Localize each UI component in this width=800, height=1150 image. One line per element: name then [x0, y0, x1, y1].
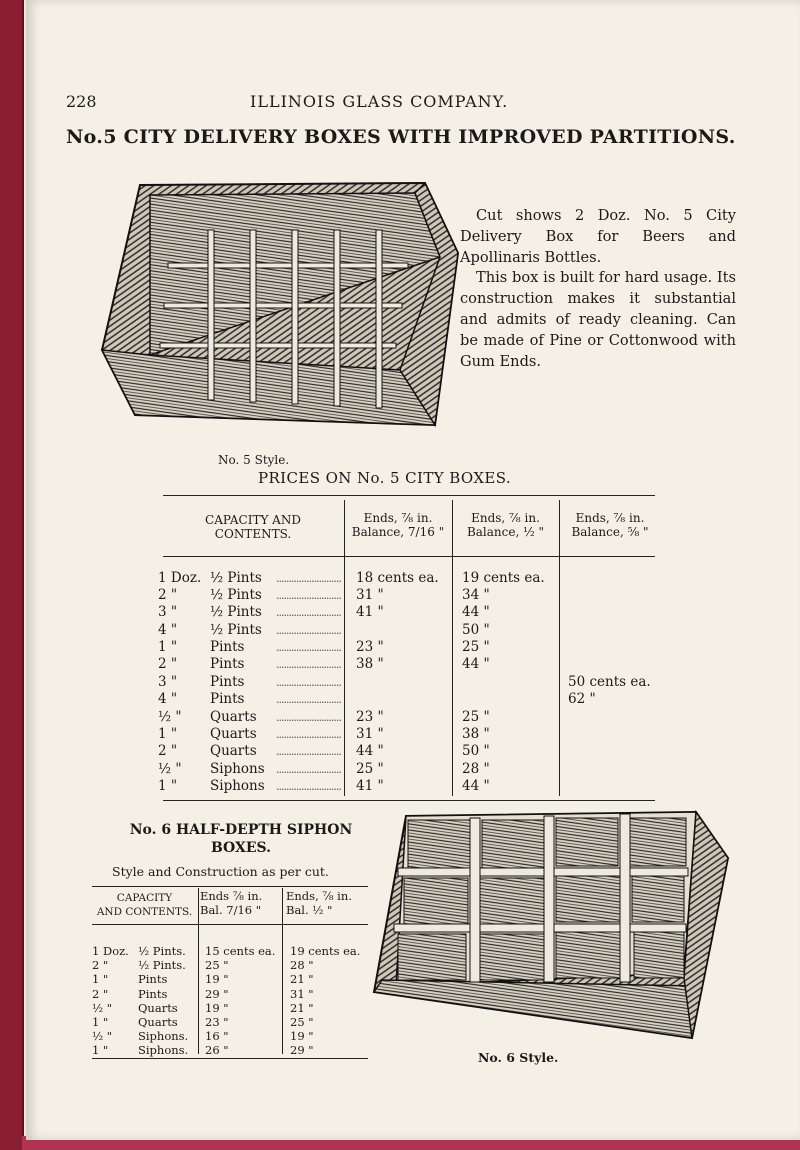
table-row: [0, 622, 800, 639]
header-line: Bal. 7/16 ": [200, 903, 262, 917]
table-row: [0, 656, 800, 673]
leader-dots: ..........................: [276, 624, 341, 637]
header-line: Ends, ⅞ in.: [471, 511, 540, 525]
cell-contents: ½ Pints: [210, 587, 262, 603]
table-row: [0, 674, 800, 691]
leader-dots: ..........................: [276, 589, 341, 602]
cell-quantity: 2 ": [92, 987, 109, 1001]
title-line: No. 6 HALF-DEPTH SIPHON: [129, 822, 353, 838]
cell-quantity: ½ ": [92, 1029, 113, 1043]
table-row: [0, 743, 800, 760]
cell-price-2: 29 ": [290, 1043, 314, 1057]
table-row: [0, 778, 800, 795]
header-line: Balance, ½ ": [466, 525, 545, 539]
table-row: [0, 604, 800, 621]
cell-price-2: 28 ": [462, 761, 490, 777]
header-col2: [453, 511, 558, 539]
cell-price-2: 19 cents ea.: [462, 570, 545, 586]
cell-price-1: 23 ": [356, 709, 384, 725]
cell-quantity: 3 ": [158, 674, 178, 690]
cell-price-1: 18 cents ea.: [356, 570, 439, 586]
table-bottom-rule: [92, 1058, 368, 1059]
box-no5-illustration: [80, 175, 460, 449]
cell-quantity: 1 ": [92, 972, 109, 986]
cell-price-1: 41 ": [356, 778, 384, 794]
cell-quantity: 4 ": [158, 622, 178, 638]
cell-price-2: 50 ": [462, 743, 490, 759]
running-head: ILLINOIS GLASS COMPANY.: [250, 92, 509, 111]
cell-price-1: 44 ": [356, 743, 384, 759]
leader-dots: ..........................: [276, 676, 341, 689]
cell-contents: ½ Pints: [210, 604, 262, 620]
cell-quantity: ½ ": [158, 709, 182, 725]
cell-contents: Pints: [138, 972, 168, 986]
cell-quantity: 1 ": [92, 1043, 109, 1057]
header-line: CAPACITY AND: [205, 513, 301, 527]
leader-dots: ..........................: [276, 572, 341, 585]
header-capacity: [163, 513, 343, 541]
cell-price-3: 50 cents ea.: [568, 674, 651, 690]
cell-price-2: 19 ": [290, 1029, 314, 1043]
header-line: Ends, ⅞ in.: [286, 889, 352, 903]
leader-dots: ..........................: [276, 658, 341, 671]
cell-quantity: 2 ": [92, 958, 109, 972]
leader-dots: ..........................: [276, 641, 341, 654]
description-paragraph-2: This box is built for hard usage. Its construction makes it substantial and admits of ready cleaning. Can be made of Pine or Cottonwood with Gum Ends.: [460, 269, 736, 370]
cell-price-1: 41 ": [356, 604, 384, 620]
table-row: [0, 570, 800, 587]
leader-dots: ..........................: [276, 711, 341, 724]
header-line: Balance, 7/16 ": [351, 525, 445, 539]
cell-quantity: 1 Doz.: [158, 570, 202, 586]
cell-price-2: 25 ": [462, 709, 490, 725]
cell-price-1: 38 ": [356, 656, 384, 672]
table-header-rule: [163, 556, 655, 557]
cell-contents: Pints: [210, 656, 245, 672]
cell-price-1: 19 ": [205, 1001, 229, 1015]
leader-dots: ..........................: [276, 606, 341, 619]
cell-contents: Siphons.: [138, 1043, 189, 1057]
cell-contents: Pints: [138, 987, 168, 1001]
cell-price-2: 34 ": [462, 587, 490, 603]
caption-no6-style: No. 6 Style.: [478, 1050, 559, 1065]
table-row: [0, 761, 800, 778]
cell-price-2: 44 ": [462, 604, 490, 620]
leader-dots: ..........................: [276, 745, 341, 758]
cell-price-2: 44 ": [462, 778, 490, 794]
header-line: CONTENTS.: [214, 527, 292, 541]
header-line: Bal. ½ ": [286, 903, 333, 917]
cell-price-1: 26 ": [205, 1043, 229, 1057]
cell-contents: Siphons: [210, 778, 265, 794]
cell-quantity: 1 ": [92, 1015, 109, 1029]
cell-contents: Quarts: [210, 709, 257, 725]
cell-contents: Pints: [210, 691, 245, 707]
cell-quantity: ½ ": [92, 1001, 113, 1015]
cell-quantity: 2 ": [158, 587, 178, 603]
cell-price-2: 50 ": [462, 622, 490, 638]
cell-contents: ½ Pints.: [138, 944, 186, 958]
cell-price-1: 25 ": [356, 761, 384, 777]
title-line: BOXES.: [210, 840, 272, 856]
cell-price-1: 19 ": [205, 972, 229, 986]
cell-price-1: 25 ": [205, 958, 229, 972]
table-row: [0, 691, 800, 708]
cell-price-2: 31 ": [290, 987, 314, 1001]
cell-contents: Siphons.: [138, 1029, 189, 1043]
prices-table-title: PRICES ON No. 5 CITY BOXES.: [258, 469, 512, 487]
cell-quantity: 1 Doz.: [92, 944, 129, 958]
cell-contents: Pints: [210, 674, 245, 690]
header-capacity: [92, 891, 197, 919]
table-top-rule: [92, 886, 368, 887]
table-row: [0, 639, 800, 656]
header-col1: [200, 889, 282, 917]
header-line: AND CONTENTS.: [96, 906, 193, 918]
cell-price-1: 31 ": [356, 726, 384, 742]
table-top-rule: [163, 495, 655, 496]
cell-contents: Quarts: [210, 743, 257, 759]
cell-quantity: ½ ": [158, 761, 182, 777]
cell-price-2: 19 cents ea.: [290, 944, 361, 958]
cell-contents: ½ Pints.: [138, 958, 186, 972]
cell-price-3: 62 ": [568, 691, 596, 707]
leader-dots: ..........................: [276, 693, 341, 706]
table-header-rule: [92, 924, 368, 925]
cell-contents: ½ Pints: [210, 622, 262, 638]
cell-price-2: 25 ": [290, 1015, 314, 1029]
cell-price-1: 23 ": [356, 639, 384, 655]
cell-contents: Pints: [210, 639, 245, 655]
cell-price-2: 44 ": [462, 656, 490, 672]
cell-quantity: 1 ": [158, 726, 178, 742]
header-line: CAPACITY: [116, 892, 173, 904]
cell-price-1: 16 ": [205, 1029, 229, 1043]
cell-price-1: 23 ": [205, 1015, 229, 1029]
cell-contents: Quarts: [210, 726, 257, 742]
header-line: Ends, ⅞ in.: [575, 511, 645, 525]
leader-dots: ..........................: [276, 763, 341, 776]
cell-quantity: 4 ": [158, 691, 178, 707]
cell-quantity: 2 ": [158, 656, 178, 672]
cell-contents: Quarts: [138, 1001, 178, 1015]
caption-no5-style: No. 5 Style.: [218, 453, 290, 467]
page-number: 228: [66, 92, 97, 111]
cell-contents: ½ Pints: [210, 570, 262, 586]
cell-contents: Quarts: [138, 1015, 178, 1029]
cell-price-2: 28 ": [290, 958, 314, 972]
header-col3: [560, 511, 660, 539]
section-no6-subtitle: Style and Construction as per cut.: [112, 864, 329, 879]
section-no6-title: [106, 821, 376, 857]
cell-quantity: 1 ": [158, 778, 178, 794]
box-no6-illustration: [346, 808, 736, 1052]
header-line: Ends ⅞ in.: [200, 889, 263, 903]
box-description: [460, 206, 736, 372]
description-paragraph-1: Cut shows 2 Doz. No. 5 City Delivery Box for Beers and Apollinaris Bottles.: [460, 207, 736, 266]
cell-price-1: 15 cents ea.: [205, 944, 276, 958]
header-line: Balance, ⅝ ": [571, 525, 649, 539]
table-row: [0, 587, 800, 604]
cell-price-2: 21 ": [290, 1001, 314, 1015]
cell-quantity: 2 ": [158, 743, 178, 759]
table-row: [0, 726, 800, 743]
cell-quantity: 1 ": [158, 639, 178, 655]
cell-price-2: 25 ": [462, 639, 490, 655]
header-col1: [345, 511, 451, 539]
cell-price-2: 38 ": [462, 726, 490, 742]
cell-contents: Siphons: [210, 761, 265, 777]
cell-price-2: 21 ": [290, 972, 314, 986]
cell-quantity: 3 ": [158, 604, 178, 620]
cell-price-1: 29 ": [205, 987, 229, 1001]
table-bottom-rule: [163, 800, 655, 801]
header-line: Ends, ⅞ in.: [363, 511, 433, 525]
cell-price-1: 31 ": [356, 587, 384, 603]
leader-dots: ..........................: [276, 728, 341, 741]
table-row: [0, 709, 800, 726]
leader-dots: ..........................: [276, 780, 341, 793]
main-heading: No.5 CITY DELIVERY BOXES WITH IMPROVED PARTITIONS.: [66, 126, 736, 148]
